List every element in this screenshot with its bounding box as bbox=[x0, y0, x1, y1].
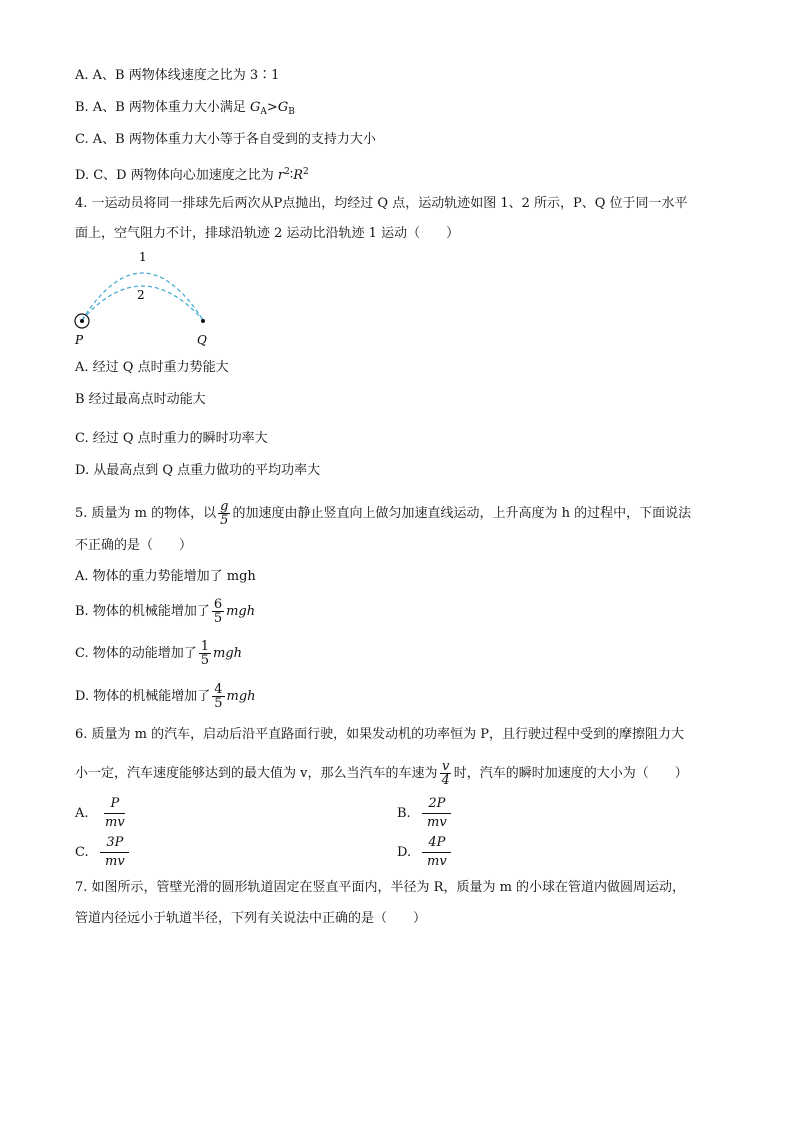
q5-option-b-fraction bbox=[212, 598, 224, 625]
point-q-label: Q bbox=[197, 333, 207, 347]
q4-option-d: D. 从最高点到 Q 点重力做功的平均功率大 bbox=[75, 463, 321, 478]
q5-stem-text: 5. 质量为 m 的物体，以 bbox=[75, 506, 217, 521]
q6-stem-line2 bbox=[75, 760, 688, 787]
fraction-denominator: mv bbox=[427, 815, 447, 830]
option-label: A. bbox=[75, 806, 89, 821]
q3-option-b-gt: > bbox=[266, 100, 278, 115]
q3-option-d-R-sup: 2 bbox=[303, 167, 309, 177]
fraction-denominator: 5 bbox=[200, 653, 210, 668]
fraction-numerator: g bbox=[220, 499, 229, 514]
fraction-numerator: v bbox=[441, 759, 450, 774]
fraction-denominator: mv bbox=[105, 854, 125, 869]
point-p-label: P bbox=[75, 333, 84, 347]
option-label: C. bbox=[75, 845, 89, 860]
q4-option-a: A. 经过 Q 点时重力势能大 bbox=[75, 360, 229, 375]
q5-option-d-text: D. 物体的机械能增加了 bbox=[75, 689, 211, 704]
q5-option-b-text: B. 物体的机械能增加了 bbox=[75, 604, 210, 619]
q6-option-c bbox=[75, 834, 131, 871]
q3-option-d-text: D. C、D 两物体向心加速度之比为 bbox=[75, 168, 278, 183]
q5-option-c bbox=[75, 640, 242, 667]
fraction-numerator: 2P bbox=[422, 795, 451, 814]
fraction-numerator: 4 bbox=[214, 682, 223, 697]
q3-option-b bbox=[75, 100, 295, 120]
fraction-numerator: 4P bbox=[422, 834, 451, 853]
q3-option-d-R: R bbox=[293, 168, 303, 183]
q5-option-d-mgh: mgh bbox=[226, 689, 256, 704]
q6-option-b bbox=[397, 795, 453, 832]
q5-option-c-fraction bbox=[199, 640, 211, 667]
q3-option-d-r-sup: 2 bbox=[284, 167, 290, 177]
q7-stem-line2: 管道内径远小于轨道半径，下列有关说法中正确的是（ ） bbox=[75, 911, 427, 926]
q3-option-b-ga-sub: A bbox=[260, 107, 267, 117]
q3-option-d bbox=[75, 164, 309, 184]
option-fraction bbox=[99, 795, 131, 832]
q3-option-d-sep: ∶ bbox=[289, 168, 294, 183]
q5-option-b-mgh: mgh bbox=[226, 604, 256, 619]
q3-option-b-text: B. A、B 两物体重力大小满足 bbox=[75, 100, 251, 115]
option-fraction bbox=[421, 834, 453, 871]
q4-stem-line2: 面上，空气阻力不计，排球沿轨迹 2 运动比沿轨迹 1 运动（ ） bbox=[75, 226, 460, 241]
q4-option-b: B 经过最高点时动能大 bbox=[75, 392, 206, 407]
q3-option-d-r: r bbox=[277, 168, 285, 183]
fraction-denominator: 5 bbox=[214, 696, 223, 711]
fraction-denominator: 5 bbox=[213, 611, 223, 626]
q5-option-d bbox=[75, 683, 256, 710]
q6-stem-line1: 6. 质量为 m 的汽车，启动后沿平直路面行驶，如果发动机的功率恒为 P，且行驶过程中受到的摩擦阻力大 bbox=[75, 727, 685, 742]
q6-speed-fraction bbox=[439, 760, 451, 787]
fraction-numerator: 3P bbox=[100, 834, 129, 853]
point-p-inner-icon bbox=[80, 319, 84, 323]
q5-stem-line2: 不正确的是（ ） bbox=[75, 538, 193, 553]
q7-stem-line1: 7. 如图所示，管壁光滑的圆形轨道固定在竖直平面内，半径为 R，质量为 m 的小球在管道内做圆周运动， bbox=[75, 880, 686, 895]
q6-stem-suffix: 时，汽车的瞬时加速度的大小为（ ） bbox=[453, 766, 688, 781]
q5-option-c-mgh: mgh bbox=[213, 646, 243, 661]
q4-stem-line1: 4. 一运动员将同一排球先后两次从P点抛出，均经过 Q 点，运动轨迹如图 1、2 所示，P、Q 位于同一水平 bbox=[75, 196, 688, 211]
trajectory-2-label: 2 bbox=[137, 288, 145, 302]
q6-stem-text: 小一定，汽车速度能够达到的最大值为 v，那么当汽车的车速为 bbox=[75, 766, 438, 781]
option-fraction bbox=[99, 834, 131, 871]
fraction-denominator: 5 bbox=[220, 513, 229, 528]
trajectory-1-label: 1 bbox=[139, 250, 147, 264]
q3-option-c: C. A、B 两物体重力大小等于各自受到的支持力大小 bbox=[75, 132, 376, 147]
point-q-dot-icon bbox=[201, 319, 205, 323]
fraction-denominator: mv bbox=[427, 854, 447, 869]
q5-option-a: A. 物体的重力势能增加了 mgh bbox=[75, 569, 256, 584]
option-fraction bbox=[421, 795, 453, 832]
q4-option-c: C. 经过 Q 点时重力的瞬时功率大 bbox=[75, 431, 268, 446]
q4-trajectory-figure bbox=[66, 248, 226, 348]
fraction-numerator: 6 bbox=[213, 597, 223, 612]
q3-option-b-gb-sub: B bbox=[288, 107, 295, 117]
q3-option-b-gb: G bbox=[277, 100, 289, 115]
q5-acceleration-fraction bbox=[218, 500, 230, 527]
option-label: B. bbox=[397, 806, 411, 821]
fraction-denominator: mv bbox=[105, 815, 125, 830]
fraction-numerator: 1 bbox=[200, 639, 210, 654]
q5-option-c-text: C. 物体的动能增加了 bbox=[75, 646, 197, 661]
q5-stem-suffix: 的加速度由静止竖直向上做匀加速直线运动，上升高度为 h 的过程中，下面说法 bbox=[232, 506, 692, 521]
q5-option-b bbox=[75, 598, 255, 625]
q6-option-d bbox=[397, 834, 453, 871]
q6-option-a bbox=[75, 795, 131, 832]
fraction-denominator: 4 bbox=[441, 773, 450, 788]
fraction-numerator: P bbox=[104, 795, 125, 814]
q5-stem-line1 bbox=[75, 500, 691, 527]
q3-option-b-ga: G bbox=[250, 100, 261, 115]
q3-option-a: A. A、B 两物体线速度之比为 3∶1 bbox=[75, 68, 280, 83]
q5-option-d-fraction bbox=[212, 683, 224, 710]
option-label: D. bbox=[397, 845, 412, 860]
